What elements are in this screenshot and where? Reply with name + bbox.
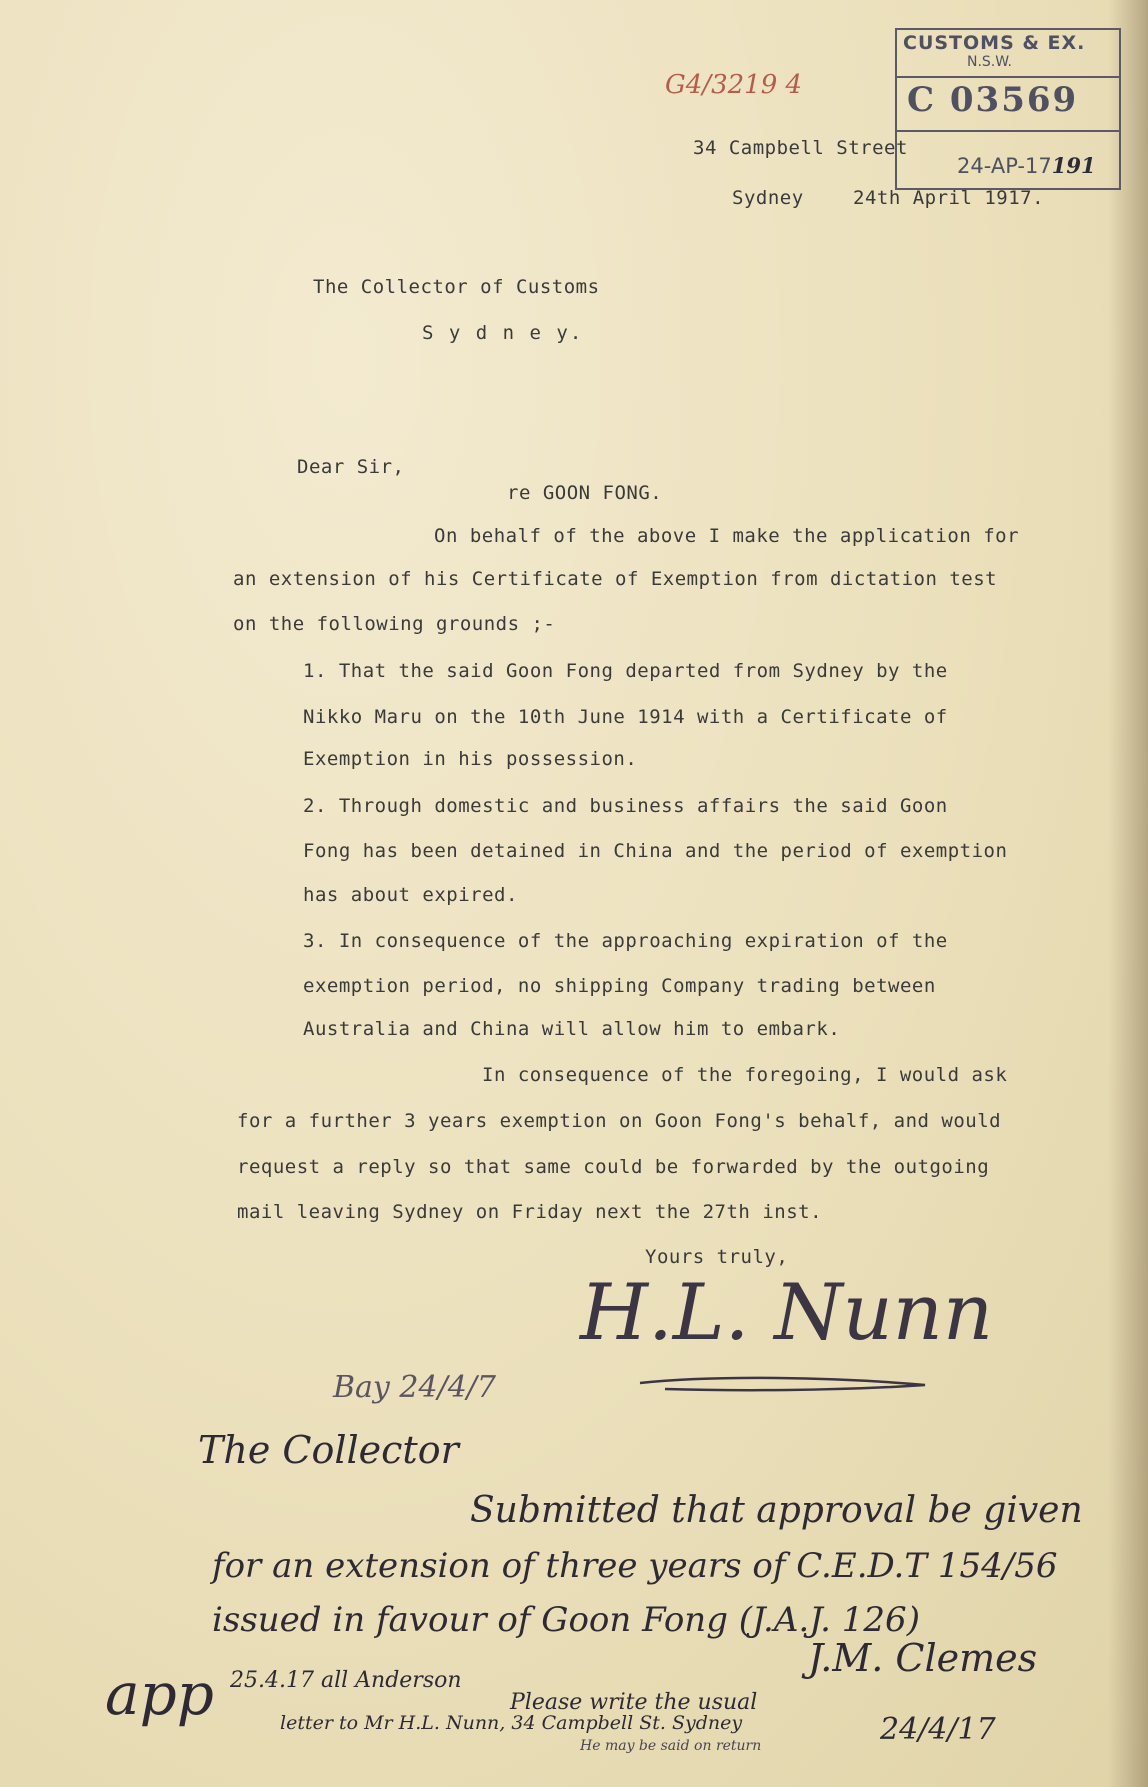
letter-date: 24th April 1917. — [853, 187, 1045, 209]
body-line: Fong has been detained in China and the period of exemption — [303, 840, 1008, 862]
initials-note: Bay 24/4/7 — [333, 1370, 496, 1405]
sender-address: 34 Campbell Street — [693, 137, 908, 159]
approval-mark: app — [105, 1660, 214, 1728]
body-line: request a reply so that same could be forwarded by the outgoing — [237, 1156, 990, 1178]
recipient-line-2: S y d n e y. — [422, 322, 584, 344]
clerk-signature: J.M. Clemes — [808, 1636, 1038, 1680]
body-line: 1. That the said Goon Fong departed from Sydney by the — [303, 660, 948, 682]
instruction-line-3: He may be said on return — [580, 1738, 762, 1754]
stamp-number: C 03569 — [907, 80, 1079, 120]
note-submitted-line-2: for an extension of three years of C.E.D.T 154/56 — [212, 1546, 1058, 1586]
instruction-line-2: letter to Mr H.L. Nunn, 34 Campbell St. Sydney — [280, 1712, 743, 1734]
note-to-collector: The Collector — [198, 1428, 459, 1472]
body-line: for a further 3 years exemption on Goon Fong's behalf, and would — [237, 1110, 1002, 1132]
body-line: has about expired. — [303, 884, 518, 906]
stamp-date-wrap — [957, 153, 1096, 178]
page-edge-shadow — [1108, 0, 1148, 1787]
instruction-line-1: Please write the usual — [510, 1690, 758, 1715]
body-line: On behalf of the above I make the application for — [434, 525, 1020, 547]
body-line: 2. Through domestic and business affairs the said Goon — [303, 795, 948, 817]
subject-line: re GOON FONG. — [507, 482, 663, 504]
signature: H.L. Nunn — [580, 1268, 994, 1358]
approval-date: 25.4.17 all Anderson — [230, 1668, 462, 1693]
sender-place: Sydney — [732, 187, 804, 209]
note-submitted-line-3: issued in favour of Goon Fong (J.A.J. 126) — [212, 1600, 920, 1640]
stamp-divider — [897, 130, 1119, 132]
body-line: In consequence of the foregoing, I would ask — [482, 1064, 1008, 1086]
signature-flourish — [635, 1355, 935, 1405]
note-submitted-line-1: Submitted that approval be given — [470, 1490, 1083, 1531]
recipient-line-1: The Collector of Customs — [313, 276, 600, 298]
customs-stamp — [895, 28, 1121, 190]
body-line: an extension of his Certificate of Exemption from dictation test — [233, 568, 998, 590]
salutation: Dear Sir, — [297, 456, 405, 478]
body-line: 3. In consequence of the approaching expiration of the — [303, 930, 948, 952]
body-line: on the following grounds ;- — [233, 613, 556, 635]
instruction-date: 24/4/17 — [880, 1712, 996, 1747]
body-line: Australia and China will allow him to embark. — [303, 1018, 841, 1040]
body-line: exemption period, no shipping Company trading between — [303, 975, 936, 997]
closing: Yours truly, — [645, 1246, 789, 1268]
stamp-date-suffix: 191 — [1051, 153, 1096, 178]
body-line: Nikko Maru on the 10th June 1914 with a Certificate of — [303, 706, 948, 728]
reference-number: G4/3219 4 — [665, 70, 803, 100]
stamp-title: CUSTOMS & EX. — [903, 32, 1086, 54]
body-line: mail leaving Sydney on Friday next the 27th inst. — [237, 1201, 823, 1223]
stamp-subtitle: N.S.W. — [967, 54, 1012, 70]
body-line: Exemption in his possession. — [303, 748, 638, 770]
stamp-date: 24-AP-17 — [957, 154, 1052, 178]
stamp-divider — [897, 76, 1119, 78]
